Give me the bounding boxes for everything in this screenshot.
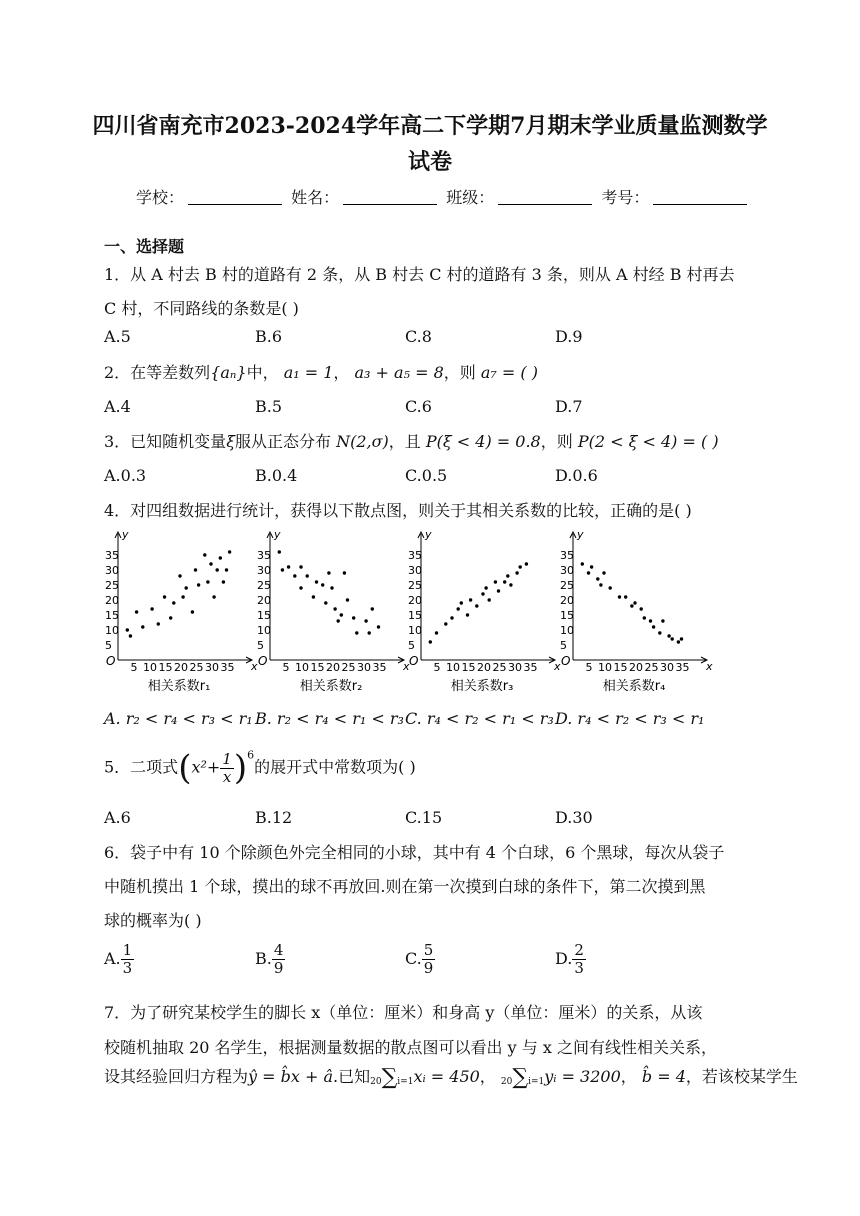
q1-text-line2: C 村，不同路线的条数是( ) xyxy=(104,299,299,318)
scatter-point xyxy=(624,595,627,598)
scatter-point xyxy=(225,568,228,571)
y-tick-label: 30 xyxy=(105,564,119,577)
scatter-point xyxy=(352,616,355,619)
scatter-point xyxy=(680,637,683,640)
q4-text: 4．对四组数据进行统计，获得以下散点图，则关于其相关系数的比较，正确的是( ) xyxy=(104,501,692,520)
school-blank xyxy=(188,203,282,205)
x-tick-label: 15 xyxy=(461,661,476,674)
y-tick-label: 20 xyxy=(257,594,271,607)
q5-option-c: C.15 xyxy=(405,808,443,827)
x-tick-label: 30 xyxy=(205,661,219,674)
scatter-point xyxy=(181,595,184,598)
origin-label: O xyxy=(409,654,419,668)
q2-text: 2．在等差数列{aₙ}中， a₁ = 1， a₃ + a₅ = 8，则 a₇ = ( ) xyxy=(104,363,538,382)
q5-base: x² xyxy=(191,757,207,777)
q3-option-c: C.0.5 xyxy=(405,466,448,485)
scatter-point xyxy=(163,595,166,598)
page-title: 四川省南充市2023-2024学年高二下学期7月期末学业质量监测数学 xyxy=(92,113,768,139)
scatter-point xyxy=(649,619,652,622)
y-tick-label: 15 xyxy=(105,609,119,622)
scatter-point xyxy=(368,631,371,634)
scatter-point xyxy=(630,604,633,607)
scatter-point xyxy=(494,580,497,583)
x-tick-label: 10 xyxy=(295,661,309,674)
x-tick-label: 25 xyxy=(492,661,507,674)
q5-option-d: D.30 xyxy=(555,808,593,827)
x-axis-label: x xyxy=(251,660,258,673)
scatter-point xyxy=(503,580,506,583)
scatter-plot-2 xyxy=(256,528,410,698)
scatter-point xyxy=(126,628,129,631)
q7-sum-x: 20∑i=1 xyxy=(370,1064,414,1090)
q2-cond2: a₃ + a₅ = 8 xyxy=(354,363,444,382)
x-tick-label: 5 xyxy=(433,661,441,674)
q4-option-c: C. r₄ < r₂ < r₁ < r₃ xyxy=(405,709,554,728)
scatter-point xyxy=(460,601,463,604)
y-axis-label: y xyxy=(122,528,129,541)
q5-fraction: $\frac{1}{x}$ xyxy=(222,749,232,786)
y-tick-label: 35 xyxy=(408,549,422,562)
scatter-point xyxy=(306,574,309,577)
scatter-point xyxy=(219,556,222,559)
x-tick-label: 15 xyxy=(158,661,173,674)
scatter-point xyxy=(596,577,599,580)
scatter-point xyxy=(343,571,346,574)
scatter-point xyxy=(497,589,500,592)
scatter-point xyxy=(643,616,646,619)
scatter-point xyxy=(481,592,484,595)
x-tick-label: 35 xyxy=(523,661,538,674)
y-tick-label: 30 xyxy=(408,564,422,577)
y-tick-label: 25 xyxy=(560,579,574,592)
origin-label: O xyxy=(106,654,116,668)
scatter-point xyxy=(364,619,367,622)
y-tick-label: 15 xyxy=(408,609,422,622)
y-tick-label: 5 xyxy=(408,639,415,652)
scatter-point xyxy=(337,619,340,622)
x-tick-label: 30 xyxy=(508,661,522,674)
q7-sum-y: 20∑i=1 xyxy=(500,1064,545,1090)
school-label: 学校： xyxy=(136,188,185,207)
scatter-point xyxy=(377,625,380,628)
x-tick-label: 5 xyxy=(130,661,138,674)
scatter-point xyxy=(194,568,197,571)
q7-text-line3: 设其经验回归方程为ŷ = b̂x + â.已知20∑i=1xᵢ = 450， 20∑i=1yᵢ = 3200， b̂ = 4，若该校某学生 xyxy=(104,1064,798,1090)
y-axis-label: y xyxy=(425,528,432,541)
scatter-point xyxy=(602,571,605,574)
q7-text-line2: 校随机抽取 20 名学生，根据测量数据的散点图可以看出 y 与 x 之间有线性相关关系， xyxy=(104,1038,717,1057)
scatter-point xyxy=(340,613,343,616)
scatter-point xyxy=(599,583,602,586)
y-tick-label: 10 xyxy=(105,624,119,637)
scatter-point xyxy=(677,640,680,643)
x-tick-label: 25 xyxy=(644,661,659,674)
scatter-point xyxy=(444,622,447,625)
scatter-point xyxy=(312,595,315,598)
scatter-point xyxy=(157,622,160,625)
scatter-point xyxy=(216,568,219,571)
x-tick-label: 20 xyxy=(174,661,188,674)
scatter-point xyxy=(299,565,302,568)
scatter-point xyxy=(330,586,333,589)
y-tick-label: 5 xyxy=(257,639,264,652)
y-tick-label: 35 xyxy=(560,549,574,562)
q1-option-c: C.8 xyxy=(405,327,432,346)
y-tick-label: 20 xyxy=(560,594,574,607)
scatter-plot-4 xyxy=(559,528,713,698)
scatter-point xyxy=(671,637,674,640)
scatter-point xyxy=(457,607,460,610)
q3-cond: P(ξ < 4) = 0.8 xyxy=(425,432,541,451)
q6-option-b: B. $\frac{4}{9}$ xyxy=(255,941,284,977)
scatter-point xyxy=(327,571,330,574)
q6-option-d: D. $\frac{2}{3}$ xyxy=(555,941,584,977)
scatter-point xyxy=(197,583,200,586)
page-title-line2: 试卷 xyxy=(407,149,452,175)
q1-option-a: A.5 xyxy=(104,327,131,346)
scatter-point xyxy=(293,574,296,577)
scatter-point xyxy=(150,607,153,610)
scatter-point xyxy=(206,580,209,583)
q6-text-line3: 球的概率为( ) xyxy=(104,911,202,930)
x-axis-label: x xyxy=(706,660,713,673)
student-info-row xyxy=(136,185,751,208)
y-tick-label: 15 xyxy=(257,609,271,622)
q5-right-paren: ) xyxy=(233,748,248,788)
class-label: 班级： xyxy=(446,188,495,207)
q5-exponent: 6 xyxy=(247,748,255,762)
scatter-point xyxy=(135,610,138,613)
q2-ask: a₇ = ( ) xyxy=(480,363,538,382)
y-tick-label: 15 xyxy=(560,609,574,622)
q6-text-line2: 中随机摸出 1 个球，摸出的球不再放回.则在第一次摸到白球的条件下，第二次摸到黑 xyxy=(104,877,706,896)
scatter-point xyxy=(633,601,636,604)
scatter-point xyxy=(506,574,509,577)
q4-option-d: D. r₄ < r₂ < r₃ < r₁ xyxy=(555,709,705,728)
x-tick-label: 15 xyxy=(613,661,628,674)
plot-caption: 相关系数r₄ xyxy=(602,679,666,694)
scatter-point xyxy=(640,607,643,610)
scatter-point xyxy=(450,616,453,619)
y-tick-label: 5 xyxy=(560,639,567,652)
y-axis-label: y xyxy=(577,528,584,541)
scatter-svg xyxy=(407,528,561,698)
q3-option-b: B.0.4 xyxy=(255,466,298,485)
y-tick-label: 5 xyxy=(105,639,112,652)
q2-cond1: a₁ = 1 xyxy=(283,363,334,382)
scatter-svg xyxy=(256,528,410,698)
y-tick-label: 30 xyxy=(257,564,271,577)
y-tick-label: 35 xyxy=(257,549,271,562)
x-tick-label: 10 xyxy=(598,661,612,674)
scatter-svg xyxy=(104,528,258,698)
y-tick-label: 30 xyxy=(560,564,574,577)
scatter-point xyxy=(333,607,336,610)
x-tick-label: 10 xyxy=(143,661,157,674)
exam-no-label: 考号： xyxy=(601,188,650,207)
exam-no-blank xyxy=(653,203,747,205)
x-tick-label: 30 xyxy=(660,661,674,674)
scatter-point xyxy=(185,586,188,589)
q3-option-d: D.0.6 xyxy=(555,466,598,485)
q5-option-a: A.6 xyxy=(104,808,131,827)
x-tick-label: 20 xyxy=(326,661,340,674)
plot-caption: 相关系数r₁ xyxy=(147,679,211,694)
scatter-point xyxy=(519,565,522,568)
scatter-point xyxy=(324,601,327,604)
q5-left-paren: ( xyxy=(178,748,192,788)
plot-caption: 相关系数r₃ xyxy=(450,679,514,694)
q6-text-line1: 6．袋子中有 10 个除颜色外完全相同的小球，其中有 4 个白球，6 个黑球，每次从袋子 xyxy=(104,843,725,862)
x-tick-label: 5 xyxy=(282,661,290,674)
x-tick-label: 35 xyxy=(220,661,235,674)
y-tick-label: 25 xyxy=(105,579,119,592)
q2-option-d: D.7 xyxy=(555,397,583,416)
q3-option-a: A.0.3 xyxy=(104,466,147,485)
scatter-point xyxy=(209,562,212,565)
y-tick-label: 10 xyxy=(560,624,574,637)
scatter-point xyxy=(609,586,612,589)
q2-option-a: A.4 xyxy=(104,397,131,416)
scatter-point xyxy=(488,598,491,601)
plot-caption: 相关系数r₂ xyxy=(299,679,363,694)
scatter-plot-1 xyxy=(104,528,258,698)
q2-sequence: {aₙ} xyxy=(210,363,247,382)
x-tick-label: 35 xyxy=(372,661,387,674)
scatter-point xyxy=(590,565,593,568)
scatter-point xyxy=(222,580,225,583)
q1-option-b: B.6 xyxy=(255,327,283,346)
scatter-point xyxy=(475,604,478,607)
scatter-point xyxy=(466,613,469,616)
scatter-point xyxy=(371,607,374,610)
scatter-point xyxy=(191,610,194,613)
q5-text: 5．二项式(x²+ $\frac{1}{x}$ )$^6$的展开式中常数项为( ) xyxy=(104,748,416,788)
scatter-point xyxy=(581,562,584,565)
q7-b-hat: b̂ = 4 xyxy=(641,1067,686,1086)
scatter-point xyxy=(618,595,621,598)
origin-label: O xyxy=(258,654,268,668)
scatter-point xyxy=(129,634,132,637)
class-blank xyxy=(498,203,592,205)
scatter-point xyxy=(169,616,172,619)
y-tick-label: 20 xyxy=(408,594,422,607)
scatter-point xyxy=(652,625,655,628)
y-tick-label: 10 xyxy=(257,624,271,637)
q7-text-line1: 7．为了研究某校学生的脚长 x（单位：厘米）和身高 y（单位：厘米）的关系，从该 xyxy=(104,1003,703,1022)
q7-regression-eq: ŷ = b̂x + â xyxy=(248,1067,334,1086)
scatter-svg xyxy=(559,528,713,698)
y-axis-label: y xyxy=(274,528,281,541)
x-tick-label: 25 xyxy=(189,661,204,674)
y-tick-label: 25 xyxy=(257,579,271,592)
scatter-point xyxy=(509,583,512,586)
y-tick-label: 10 xyxy=(408,624,422,637)
section-heading: 一、选择题 xyxy=(104,237,185,256)
scatter-point xyxy=(321,583,324,586)
scatter-point xyxy=(278,550,281,553)
scatter-point xyxy=(212,595,215,598)
q3-xi: ξ xyxy=(226,432,235,451)
scatter-point xyxy=(172,601,175,604)
x-tick-label: 15 xyxy=(310,661,325,674)
q2-option-c: C.6 xyxy=(405,397,432,416)
x-axis-label: x xyxy=(554,660,561,673)
scatter-point xyxy=(178,574,181,577)
scatter-point xyxy=(525,562,528,565)
name-blank xyxy=(343,203,437,205)
scatter-point xyxy=(667,634,670,637)
q1-option-d: D.9 xyxy=(555,327,583,346)
x-tick-label: 20 xyxy=(629,661,643,674)
x-tick-label: 20 xyxy=(477,661,491,674)
scatter-plot-3 xyxy=(407,528,561,698)
q6-option-a: A. $\frac{1}{3}$ xyxy=(104,941,133,977)
q2-option-b: B.5 xyxy=(255,397,283,416)
scatter-point xyxy=(346,598,349,601)
x-tick-label: 25 xyxy=(341,661,356,674)
scatter-point xyxy=(661,619,664,622)
q3-text: 3．已知随机变量ξ服从正态分布 N(2,σ)，且 P(ξ < 4) = 0.8，则 P(2 < ξ < 4) = ( ) xyxy=(104,432,719,451)
name-label: 姓名： xyxy=(291,188,340,207)
q3-ask: P(2 < ξ < 4) = ( ) xyxy=(577,432,719,451)
q4-option-b: B. r₂ < r₄ < r₁ < r₃ xyxy=(255,709,404,728)
scatter-point xyxy=(355,631,358,634)
scatter-point xyxy=(281,568,284,571)
x-tick-label: 30 xyxy=(357,661,371,674)
q6-option-c: C. $\frac{5}{9}$ xyxy=(405,941,434,977)
scatter-point xyxy=(299,586,302,589)
x-axis-label: x xyxy=(403,660,410,673)
scatter-point xyxy=(469,598,472,601)
origin-label: O xyxy=(561,654,571,668)
scatter-point xyxy=(515,571,518,574)
scatter-point xyxy=(435,631,438,634)
scatter-point xyxy=(203,553,206,556)
scatter-point xyxy=(658,631,661,634)
q4-option-a: A. r₂ < r₄ < r₃ < r₁ xyxy=(104,709,253,728)
scatter-point xyxy=(315,580,318,583)
y-tick-label: 20 xyxy=(105,594,119,607)
q5-option-b: B.12 xyxy=(255,808,293,827)
scatter-point xyxy=(587,571,590,574)
scatter-point xyxy=(141,625,144,628)
x-tick-label: 10 xyxy=(446,661,460,674)
x-tick-label: 35 xyxy=(675,661,690,674)
q1-text-line1: 1．从 A 村去 B 村的道路有 2 条，从 B 村去 C 村的道路有 3 条，则从 A 村经 B 村再去 xyxy=(104,265,735,284)
q3-distribution: N(2,σ) xyxy=(336,432,389,451)
scatter-point xyxy=(484,586,487,589)
y-tick-label: 35 xyxy=(105,549,119,562)
x-tick-label: 5 xyxy=(585,661,593,674)
scatter-point xyxy=(287,565,290,568)
y-tick-label: 25 xyxy=(408,579,422,592)
scatter-point xyxy=(228,550,231,553)
scatter-point xyxy=(429,640,432,643)
